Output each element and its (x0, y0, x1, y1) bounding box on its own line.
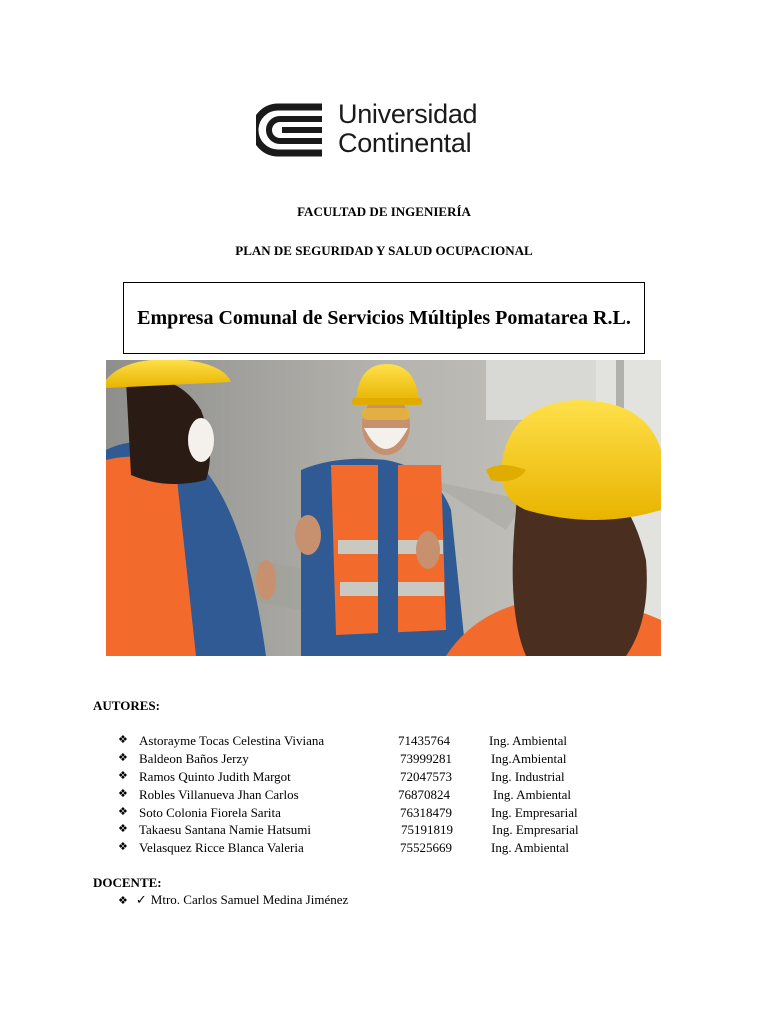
company-name: Empresa Comunal de Servicios Múltiples Pomatarea R.L. (137, 307, 631, 329)
docente-name: Mtro. Carlos Samuel Medina Jiménez (150, 892, 349, 907)
diamond-bullet-icon: ❖ (118, 769, 128, 782)
author-row (118, 787, 618, 805)
company-name-box (123, 282, 645, 354)
author-code: 76870824 (398, 787, 450, 802)
plan-title: PLAN DE SEGURIDAD Y SALUD OCUPACIONAL (235, 243, 533, 258)
diamond-bullet-icon: ❖ (118, 822, 128, 835)
author-code: 75191819 (401, 822, 453, 837)
diamond-bullet-icon: ❖ (118, 805, 128, 818)
checkmark-icon: ✓ (135, 893, 147, 908)
diamond-bullet-icon: ❖ (118, 894, 128, 907)
author-career: Ing. Industrial (491, 769, 565, 784)
author-code: 73999281 (400, 751, 452, 766)
logo-line-2: Continental (338, 128, 472, 158)
author-code: 71435764 (398, 733, 450, 748)
author-name: Takaesu Santana Namie Hatsumi (139, 822, 312, 837)
author-career: Ing. Empresarial (491, 805, 578, 820)
construction-workers-photo (106, 360, 661, 656)
university-logo-text (338, 100, 477, 158)
author-name: Astorayme Tocas Celestina Viviana (139, 733, 325, 748)
workers-photo-illustration (106, 360, 661, 656)
author-row (118, 769, 618, 787)
docente-label: DOCENTE: (93, 875, 162, 890)
university-logo-mark-icon (256, 103, 326, 157)
faculty-heading: FACULTAD DE INGENIERÍA (297, 204, 471, 219)
author-name: Baldeon Baños Jerzy (139, 751, 249, 766)
university-logo (256, 100, 506, 160)
author-name: Velasquez Ricce Blanca Valeria (139, 840, 304, 855)
author-name: Robles Villanueva Jhan Carlos (139, 787, 299, 802)
author-row (118, 822, 618, 840)
author-code: 76318479 (400, 805, 452, 820)
author-row (118, 805, 618, 823)
diamond-bullet-icon: ❖ (118, 840, 128, 853)
author-name: Soto Colonia Fiorela Sarita (139, 805, 281, 820)
docente-row (118, 892, 348, 908)
author-code: 72047573 (400, 769, 452, 784)
author-row (118, 751, 618, 769)
author-career: Ing. Empresarial (492, 822, 579, 837)
author-code: 75525669 (400, 840, 452, 855)
author-career: Ing. Ambiental (489, 733, 567, 748)
logo-line-1: Universidad (338, 99, 478, 129)
author-row (118, 733, 618, 751)
author-career: Ing. Ambiental (491, 840, 569, 855)
diamond-bullet-icon: ❖ (118, 787, 128, 800)
diamond-bullet-icon: ❖ (118, 733, 128, 746)
author-row (118, 840, 618, 858)
author-career: Ing. Ambiental (493, 787, 571, 802)
author-name: Ramos Quinto Judith Margot (139, 769, 291, 784)
authors-label: AUTORES: (93, 698, 160, 713)
diamond-bullet-icon: ❖ (118, 751, 128, 764)
author-career: Ing.Ambiental (491, 751, 567, 766)
